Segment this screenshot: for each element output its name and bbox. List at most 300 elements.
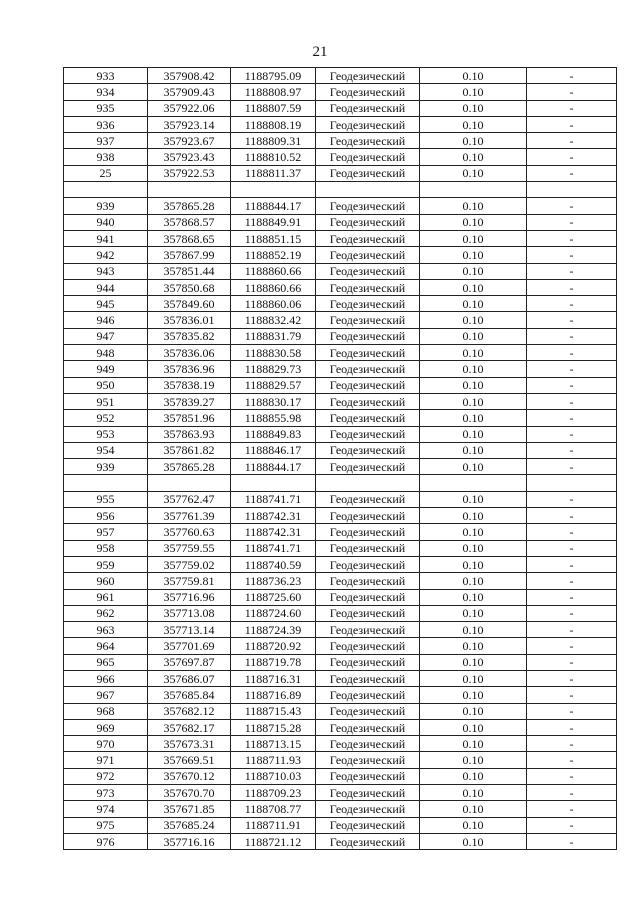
accuracy-cell: 0.10 bbox=[420, 801, 527, 817]
note-cell: - bbox=[527, 573, 617, 589]
accuracy-cell: 0.10 bbox=[420, 133, 527, 149]
table-row bbox=[64, 687, 617, 703]
point-number-cell: 962 bbox=[64, 605, 148, 621]
note-cell: - bbox=[527, 116, 617, 132]
accuracy-cell: 0.10 bbox=[420, 833, 527, 849]
y-coordinate-cell: 1188711.93 bbox=[231, 752, 316, 768]
point-number-cell: 965 bbox=[64, 654, 148, 670]
accuracy-cell: 0.10 bbox=[420, 312, 527, 328]
y-coordinate-cell: 1188855.98 bbox=[231, 410, 316, 426]
y-coordinate-cell: 1188713.15 bbox=[231, 736, 316, 752]
method-cell: Геодезический bbox=[316, 785, 420, 801]
point-number-cell: 973 bbox=[64, 785, 148, 801]
table-row bbox=[64, 605, 617, 621]
table-row bbox=[64, 247, 617, 263]
method-cell: Геодезический bbox=[316, 100, 420, 116]
x-coordinate-cell: 357908.42 bbox=[148, 68, 231, 84]
table-row bbox=[64, 68, 617, 84]
method-cell: Геодезический bbox=[316, 491, 420, 507]
point-number-cell: 940 bbox=[64, 214, 148, 230]
method-cell: Геодезический bbox=[316, 230, 420, 246]
table-row bbox=[64, 149, 617, 165]
note-cell: - bbox=[527, 605, 617, 621]
accuracy-cell: 0.10 bbox=[420, 524, 527, 540]
x-coordinate-cell: 357713.14 bbox=[148, 622, 231, 638]
point-number-cell: 969 bbox=[64, 719, 148, 735]
point-number-cell: 944 bbox=[64, 279, 148, 295]
point-number-cell: 963 bbox=[64, 622, 148, 638]
point-number-cell: 957 bbox=[64, 524, 148, 540]
method-cell: Геодезический bbox=[316, 198, 420, 214]
point-number-cell: 937 bbox=[64, 133, 148, 149]
y-coordinate-cell: 1188807.59 bbox=[231, 100, 316, 116]
y-coordinate-cell: 1188830.58 bbox=[231, 345, 316, 361]
note-cell: - bbox=[527, 817, 617, 833]
point-number-cell: 966 bbox=[64, 670, 148, 686]
table-row bbox=[64, 556, 617, 572]
point-number-cell bbox=[64, 182, 148, 198]
y-coordinate-cell: 1188860.06 bbox=[231, 296, 316, 312]
y-coordinate-cell: 1188736.23 bbox=[231, 573, 316, 589]
method-cell: Геодезический bbox=[316, 687, 420, 703]
method-cell: Геодезический bbox=[316, 817, 420, 833]
accuracy-cell: 0.10 bbox=[420, 198, 527, 214]
method-cell: Геодезический bbox=[316, 442, 420, 458]
note-cell: - bbox=[527, 459, 617, 475]
accuracy-cell: 0.10 bbox=[420, 508, 527, 524]
method-cell: Геодезический bbox=[316, 149, 420, 165]
x-coordinate-cell: 357685.84 bbox=[148, 687, 231, 703]
accuracy-cell: 0.10 bbox=[420, 361, 527, 377]
accuracy-cell: 0.10 bbox=[420, 719, 527, 735]
accuracy-cell: 0.10 bbox=[420, 328, 527, 344]
point-number-cell: 956 bbox=[64, 508, 148, 524]
note-cell: - bbox=[527, 654, 617, 670]
accuracy-cell: 0.10 bbox=[420, 687, 527, 703]
accuracy-cell: 0.10 bbox=[420, 116, 527, 132]
note-cell: - bbox=[527, 165, 617, 181]
table-row bbox=[64, 540, 617, 556]
method-cell: Геодезический bbox=[316, 508, 420, 524]
accuracy-cell: 0.10 bbox=[420, 442, 527, 458]
x-coordinate-cell: 357685.24 bbox=[148, 817, 231, 833]
point-number-cell: 972 bbox=[64, 768, 148, 784]
y-coordinate-cell: 1188711.91 bbox=[231, 817, 316, 833]
note-cell: - bbox=[527, 198, 617, 214]
note-cell: - bbox=[527, 263, 617, 279]
table-row bbox=[64, 214, 617, 230]
accuracy-cell: 0.10 bbox=[420, 345, 527, 361]
note-cell: - bbox=[527, 100, 617, 116]
y-coordinate-cell: 1188719.78 bbox=[231, 654, 316, 670]
x-coordinate-cell: 357682.17 bbox=[148, 719, 231, 735]
x-coordinate-cell: 357865.28 bbox=[148, 459, 231, 475]
note-cell: - bbox=[527, 426, 617, 442]
y-coordinate-cell: 1188829.73 bbox=[231, 361, 316, 377]
y-coordinate-cell bbox=[231, 182, 316, 198]
method-cell: Геодезический bbox=[316, 345, 420, 361]
point-number-cell: 939 bbox=[64, 459, 148, 475]
coordinates-table bbox=[63, 67, 617, 850]
method-cell: Геодезический bbox=[316, 165, 420, 181]
table-row bbox=[64, 263, 617, 279]
x-coordinate-cell: 357759.55 bbox=[148, 540, 231, 556]
accuracy-cell: 0.10 bbox=[420, 165, 527, 181]
note-cell: - bbox=[527, 833, 617, 849]
table-row bbox=[64, 116, 617, 132]
x-coordinate-cell: 357868.65 bbox=[148, 230, 231, 246]
y-coordinate-cell: 1188832.42 bbox=[231, 312, 316, 328]
x-coordinate-cell: 357922.53 bbox=[148, 165, 231, 181]
y-coordinate-cell: 1188724.60 bbox=[231, 605, 316, 621]
note-cell: - bbox=[527, 68, 617, 84]
table-row bbox=[64, 410, 617, 426]
table-row bbox=[64, 296, 617, 312]
point-number-cell: 933 bbox=[64, 68, 148, 84]
y-coordinate-cell: 1188720.92 bbox=[231, 638, 316, 654]
y-coordinate-cell: 1188849.83 bbox=[231, 426, 316, 442]
y-coordinate-cell: 1188740.59 bbox=[231, 556, 316, 572]
point-number-cell: 960 bbox=[64, 573, 148, 589]
accuracy-cell: 0.10 bbox=[420, 263, 527, 279]
table-row bbox=[64, 198, 617, 214]
note-cell: - bbox=[527, 687, 617, 703]
note-cell: - bbox=[527, 230, 617, 246]
table-row bbox=[64, 752, 617, 768]
accuracy-cell: 0.10 bbox=[420, 573, 527, 589]
note-cell: - bbox=[527, 328, 617, 344]
method-cell: Геодезический bbox=[316, 670, 420, 686]
table-row bbox=[64, 279, 617, 295]
table-row bbox=[64, 345, 617, 361]
accuracy-cell: 0.10 bbox=[420, 638, 527, 654]
x-coordinate-cell: 357761.39 bbox=[148, 508, 231, 524]
accuracy-cell: 0.10 bbox=[420, 410, 527, 426]
method-cell: Геодезический bbox=[316, 393, 420, 409]
method-cell: Геодезический bbox=[316, 68, 420, 84]
table-row bbox=[64, 84, 617, 100]
table-row bbox=[64, 817, 617, 833]
accuracy-cell: 0.10 bbox=[420, 100, 527, 116]
y-coordinate-cell: 1188851.15 bbox=[231, 230, 316, 246]
x-coordinate-cell: 357716.16 bbox=[148, 833, 231, 849]
table-row bbox=[64, 622, 617, 638]
note-cell: - bbox=[527, 491, 617, 507]
point-number-cell: 967 bbox=[64, 687, 148, 703]
y-coordinate-cell: 1188808.97 bbox=[231, 84, 316, 100]
accuracy-cell: 0.10 bbox=[420, 589, 527, 605]
y-coordinate-cell: 1188715.43 bbox=[231, 703, 316, 719]
table-row bbox=[64, 475, 617, 491]
y-coordinate-cell: 1188808.19 bbox=[231, 116, 316, 132]
y-coordinate-cell: 1188709.23 bbox=[231, 785, 316, 801]
y-coordinate-cell: 1188795.09 bbox=[231, 68, 316, 84]
note-cell: - bbox=[527, 149, 617, 165]
table-row bbox=[64, 182, 617, 198]
point-number-cell: 959 bbox=[64, 556, 148, 572]
method-cell: Геодезический bbox=[316, 133, 420, 149]
table-row bbox=[64, 573, 617, 589]
x-coordinate-cell: 357670.70 bbox=[148, 785, 231, 801]
method-cell bbox=[316, 182, 420, 198]
y-coordinate-cell: 1188831.79 bbox=[231, 328, 316, 344]
note-cell: - bbox=[527, 752, 617, 768]
x-coordinate-cell: 357868.57 bbox=[148, 214, 231, 230]
x-coordinate-cell: 357762.47 bbox=[148, 491, 231, 507]
point-number-cell: 968 bbox=[64, 703, 148, 719]
accuracy-cell: 0.10 bbox=[420, 426, 527, 442]
x-coordinate-cell: 357835.82 bbox=[148, 328, 231, 344]
y-coordinate-cell: 1188844.17 bbox=[231, 198, 316, 214]
coordinates-table-body bbox=[64, 68, 617, 850]
x-coordinate-cell: 357701.69 bbox=[148, 638, 231, 654]
note-cell: - bbox=[527, 638, 617, 654]
point-number-cell: 943 bbox=[64, 263, 148, 279]
x-coordinate-cell: 357865.28 bbox=[148, 198, 231, 214]
note-cell: - bbox=[527, 279, 617, 295]
method-cell: Геодезический bbox=[316, 768, 420, 784]
y-coordinate-cell: 1188742.31 bbox=[231, 524, 316, 540]
point-number-cell: 964 bbox=[64, 638, 148, 654]
method-cell: Геодезический bbox=[316, 654, 420, 670]
table-row bbox=[64, 133, 617, 149]
method-cell: Геодезический bbox=[316, 377, 420, 393]
table-row bbox=[64, 328, 617, 344]
table-row bbox=[64, 393, 617, 409]
y-coordinate-cell: 1188725.60 bbox=[231, 589, 316, 605]
note-cell: - bbox=[527, 768, 617, 784]
table-row bbox=[64, 230, 617, 246]
table-row bbox=[64, 312, 617, 328]
accuracy-cell: 0.10 bbox=[420, 605, 527, 621]
y-coordinate-cell: 1188830.17 bbox=[231, 393, 316, 409]
x-coordinate-cell: 357836.06 bbox=[148, 345, 231, 361]
method-cell: Геодезический bbox=[316, 638, 420, 654]
x-coordinate-cell: 357682.12 bbox=[148, 703, 231, 719]
note-cell: - bbox=[527, 719, 617, 735]
note-cell bbox=[527, 475, 617, 491]
note-cell: - bbox=[527, 785, 617, 801]
point-number-cell: 951 bbox=[64, 393, 148, 409]
accuracy-cell: 0.10 bbox=[420, 296, 527, 312]
point-number-cell: 950 bbox=[64, 377, 148, 393]
note-cell: - bbox=[527, 556, 617, 572]
point-number-cell: 939 bbox=[64, 198, 148, 214]
x-coordinate-cell: 357759.81 bbox=[148, 573, 231, 589]
accuracy-cell bbox=[420, 182, 527, 198]
accuracy-cell: 0.10 bbox=[420, 214, 527, 230]
y-coordinate-cell: 1188849.91 bbox=[231, 214, 316, 230]
point-number-cell: 976 bbox=[64, 833, 148, 849]
note-cell: - bbox=[527, 622, 617, 638]
x-coordinate-cell: 357923.43 bbox=[148, 149, 231, 165]
method-cell: Геодезический bbox=[316, 312, 420, 328]
point-number-cell: 970 bbox=[64, 736, 148, 752]
point-number-cell: 936 bbox=[64, 116, 148, 132]
x-coordinate-cell: 357686.07 bbox=[148, 670, 231, 686]
point-number-cell: 945 bbox=[64, 296, 148, 312]
accuracy-cell bbox=[420, 475, 527, 491]
table-row bbox=[64, 459, 617, 475]
x-coordinate-cell bbox=[148, 182, 231, 198]
accuracy-cell: 0.10 bbox=[420, 768, 527, 784]
method-cell: Геодезический bbox=[316, 736, 420, 752]
method-cell: Геодезический bbox=[316, 328, 420, 344]
method-cell: Геодезический bbox=[316, 833, 420, 849]
note-cell: - bbox=[527, 393, 617, 409]
method-cell: Геодезический bbox=[316, 573, 420, 589]
method-cell: Геодезический bbox=[316, 589, 420, 605]
method-cell: Геодезический bbox=[316, 719, 420, 735]
y-coordinate-cell: 1188860.66 bbox=[231, 263, 316, 279]
x-coordinate-cell: 357923.14 bbox=[148, 116, 231, 132]
accuracy-cell: 0.10 bbox=[420, 540, 527, 556]
note-cell: - bbox=[527, 508, 617, 524]
note-cell: - bbox=[527, 442, 617, 458]
point-number-cell: 954 bbox=[64, 442, 148, 458]
method-cell: Геодезический bbox=[316, 605, 420, 621]
y-coordinate-cell: 1188724.39 bbox=[231, 622, 316, 638]
page-number: 21 bbox=[312, 44, 328, 60]
table-row bbox=[64, 654, 617, 670]
note-cell: - bbox=[527, 133, 617, 149]
note-cell: - bbox=[527, 736, 617, 752]
y-coordinate-cell: 1188829.57 bbox=[231, 377, 316, 393]
point-number-cell: 958 bbox=[64, 540, 148, 556]
note-cell bbox=[527, 182, 617, 198]
point-number-cell: 938 bbox=[64, 149, 148, 165]
table-row bbox=[64, 670, 617, 686]
method-cell: Геодезический bbox=[316, 84, 420, 100]
x-coordinate-cell: 357909.43 bbox=[148, 84, 231, 100]
method-cell: Геодезический bbox=[316, 296, 420, 312]
x-coordinate-cell: 357713.08 bbox=[148, 605, 231, 621]
method-cell: Геодезический bbox=[316, 247, 420, 263]
y-coordinate-cell: 1188742.31 bbox=[231, 508, 316, 524]
method-cell: Геодезический bbox=[316, 622, 420, 638]
table-row bbox=[64, 524, 617, 540]
point-number-cell: 946 bbox=[64, 312, 148, 328]
note-cell: - bbox=[527, 703, 617, 719]
method-cell: Геодезический bbox=[316, 426, 420, 442]
note-cell: - bbox=[527, 377, 617, 393]
point-number-cell: 971 bbox=[64, 752, 148, 768]
y-coordinate-cell: 1188741.71 bbox=[231, 540, 316, 556]
table-row bbox=[64, 719, 617, 735]
note-cell: - bbox=[527, 247, 617, 263]
method-cell: Геодезический bbox=[316, 459, 420, 475]
y-coordinate-cell: 1188846.17 bbox=[231, 442, 316, 458]
point-number-cell: 948 bbox=[64, 345, 148, 361]
method-cell: Геодезический bbox=[316, 540, 420, 556]
x-coordinate-cell: 357863.93 bbox=[148, 426, 231, 442]
accuracy-cell: 0.10 bbox=[420, 279, 527, 295]
table-row bbox=[64, 785, 617, 801]
x-coordinate-cell: 357851.96 bbox=[148, 410, 231, 426]
point-number-cell: 934 bbox=[64, 84, 148, 100]
table-row bbox=[64, 703, 617, 719]
y-coordinate-cell: 1188721.12 bbox=[231, 833, 316, 849]
accuracy-cell: 0.10 bbox=[420, 84, 527, 100]
x-coordinate-cell: 357849.60 bbox=[148, 296, 231, 312]
x-coordinate-cell bbox=[148, 475, 231, 491]
point-number-cell: 955 bbox=[64, 491, 148, 507]
note-cell: - bbox=[527, 214, 617, 230]
x-coordinate-cell: 357697.87 bbox=[148, 654, 231, 670]
x-coordinate-cell: 357836.96 bbox=[148, 361, 231, 377]
x-coordinate-cell: 357861.82 bbox=[148, 442, 231, 458]
x-coordinate-cell: 357923.67 bbox=[148, 133, 231, 149]
table-row bbox=[64, 165, 617, 181]
method-cell: Геодезический bbox=[316, 263, 420, 279]
x-coordinate-cell: 357673.31 bbox=[148, 736, 231, 752]
note-cell: - bbox=[527, 540, 617, 556]
table-row bbox=[64, 638, 617, 654]
method-cell bbox=[316, 475, 420, 491]
accuracy-cell: 0.10 bbox=[420, 247, 527, 263]
accuracy-cell: 0.10 bbox=[420, 817, 527, 833]
point-number-cell: 25 bbox=[64, 165, 148, 181]
note-cell: - bbox=[527, 361, 617, 377]
point-number-cell: 947 bbox=[64, 328, 148, 344]
table-row bbox=[64, 589, 617, 605]
point-number-cell: 942 bbox=[64, 247, 148, 263]
table-row bbox=[64, 491, 617, 507]
method-cell: Геодезический bbox=[316, 801, 420, 817]
x-coordinate-cell: 357760.63 bbox=[148, 524, 231, 540]
method-cell: Геодезический bbox=[316, 752, 420, 768]
table-row bbox=[64, 377, 617, 393]
y-coordinate-cell: 1188852.19 bbox=[231, 247, 316, 263]
table-row bbox=[64, 426, 617, 442]
table-row bbox=[64, 801, 617, 817]
table-row bbox=[64, 768, 617, 784]
note-cell: - bbox=[527, 296, 617, 312]
y-coordinate-cell bbox=[231, 475, 316, 491]
y-coordinate-cell: 1188710.03 bbox=[231, 768, 316, 784]
accuracy-cell: 0.10 bbox=[420, 703, 527, 719]
x-coordinate-cell: 357716.96 bbox=[148, 589, 231, 605]
note-cell: - bbox=[527, 312, 617, 328]
x-coordinate-cell: 357759.02 bbox=[148, 556, 231, 572]
method-cell: Геодезический bbox=[316, 524, 420, 540]
note-cell: - bbox=[527, 801, 617, 817]
y-coordinate-cell: 1188715.28 bbox=[231, 719, 316, 735]
accuracy-cell: 0.10 bbox=[420, 68, 527, 84]
note-cell: - bbox=[527, 410, 617, 426]
accuracy-cell: 0.10 bbox=[420, 670, 527, 686]
note-cell: - bbox=[527, 589, 617, 605]
accuracy-cell: 0.10 bbox=[420, 752, 527, 768]
point-number-cell: 935 bbox=[64, 100, 148, 116]
y-coordinate-cell: 1188844.17 bbox=[231, 459, 316, 475]
accuracy-cell: 0.10 bbox=[420, 622, 527, 638]
x-coordinate-cell: 357922.06 bbox=[148, 100, 231, 116]
point-number-cell: 975 bbox=[64, 817, 148, 833]
table-row bbox=[64, 736, 617, 752]
x-coordinate-cell: 357851.44 bbox=[148, 263, 231, 279]
accuracy-cell: 0.10 bbox=[420, 393, 527, 409]
x-coordinate-cell: 357669.51 bbox=[148, 752, 231, 768]
accuracy-cell: 0.10 bbox=[420, 736, 527, 752]
x-coordinate-cell: 357839.27 bbox=[148, 393, 231, 409]
accuracy-cell: 0.10 bbox=[420, 491, 527, 507]
y-coordinate-cell: 1188810.52 bbox=[231, 149, 316, 165]
note-cell: - bbox=[527, 84, 617, 100]
accuracy-cell: 0.10 bbox=[420, 459, 527, 475]
x-coordinate-cell: 357838.19 bbox=[148, 377, 231, 393]
method-cell: Геодезический bbox=[316, 279, 420, 295]
